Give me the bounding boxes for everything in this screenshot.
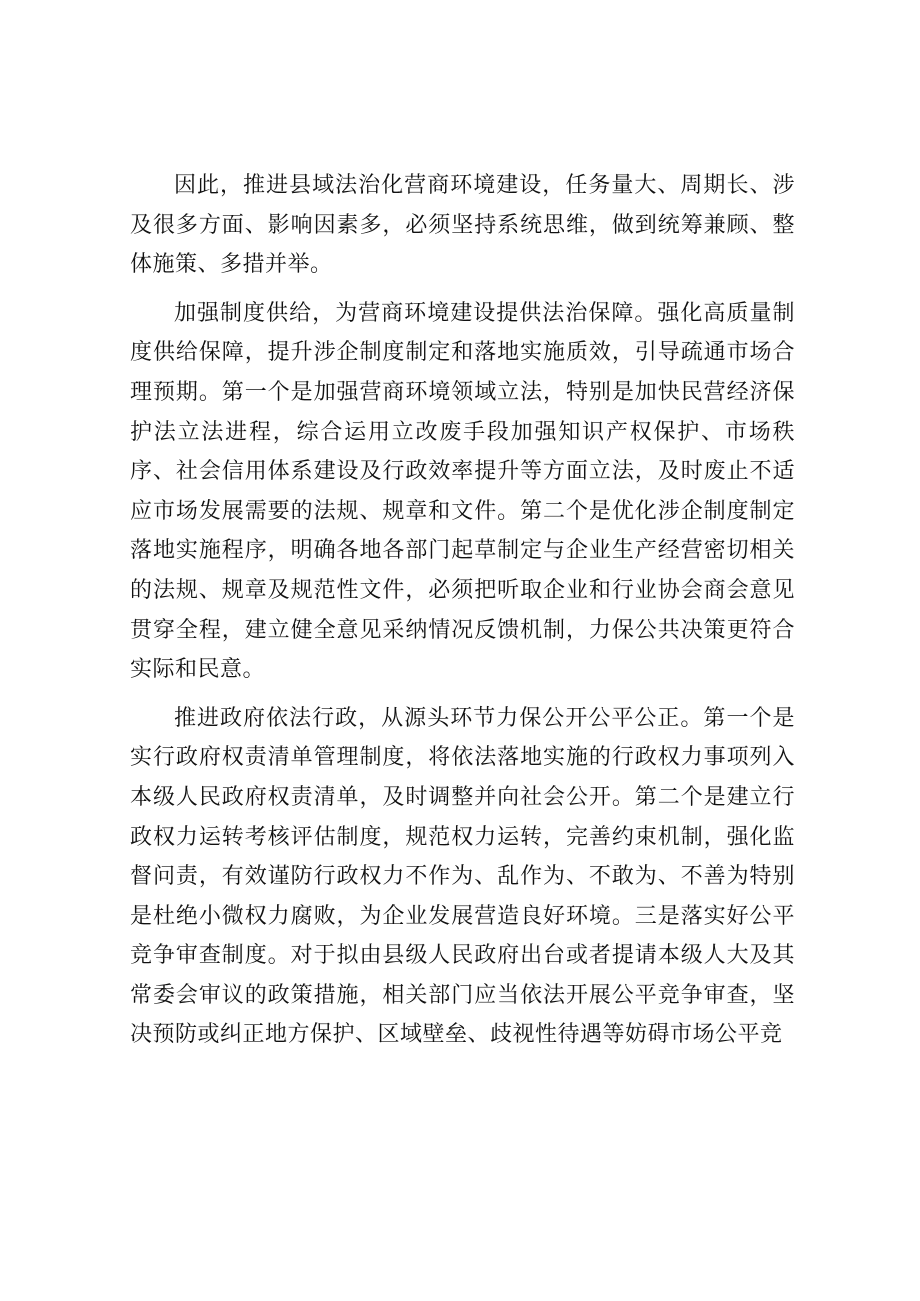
paragraph-1: 因此，推进县域法治化营商环境建设，任务量大、周期长、涉及很多方面、影响因素多，必须坚持系统思维，做到统筹兼顾、整体施策、多措并举。 — [130, 173, 795, 278]
paragraph-2: 加强制度供给，为营商环境建设提供法治保障。强化高质量制度供给保障，提升涉企制度制定和落地实施质效，引导疏通市场合理预期。第一个是加强营商环境领域立法，特别是加快民营经济保护法立法进程，综合运用立改废手段加强知识产权保护、市场秩序、社会信用体系建设及行政效率提升等方面立法，及时废止不适应市场发展需要的法规、规章和文件。第二个是优化涉企制度制定落地实施程序，明确各地各部门起草制定与企业生产经营密切相关的法规、规章及规范性文件，必须把听取企业和行业协会商会意见贯穿全程，建立健全意见采纳情况反馈机制，力保公共决策更符合实际和民意。 — [130, 300, 795, 683]
document-page — [130, 166, 795, 1055]
paragraph-3: 推进政府依法行政，从源头环节力保公开公平公正。第一个是实行政府权责清单管理制度，将依法落地实施的行政权力事项列入本级人民政府权责清单，及时调整并向社会公开。第二个是建立行政权力运转考核评估制度，规范权力运转，完善约束机制，强化监督问责，有效谨防行政权力不作为、乱作为、不敢为、不善为特别是杜绝小微权力腐败，为企业发展营造良好环境。三是落实好公平竞争审查制度。对于拟由县级人民政府出台或者提请本级人大及其常委会审议的政策措施，相关部门应当依法开展公平竞争审查，坚决预防或纠正地方保护、区域壁垒、歧视性待遇等妨碍市场公平竞 — [130, 705, 795, 1048]
